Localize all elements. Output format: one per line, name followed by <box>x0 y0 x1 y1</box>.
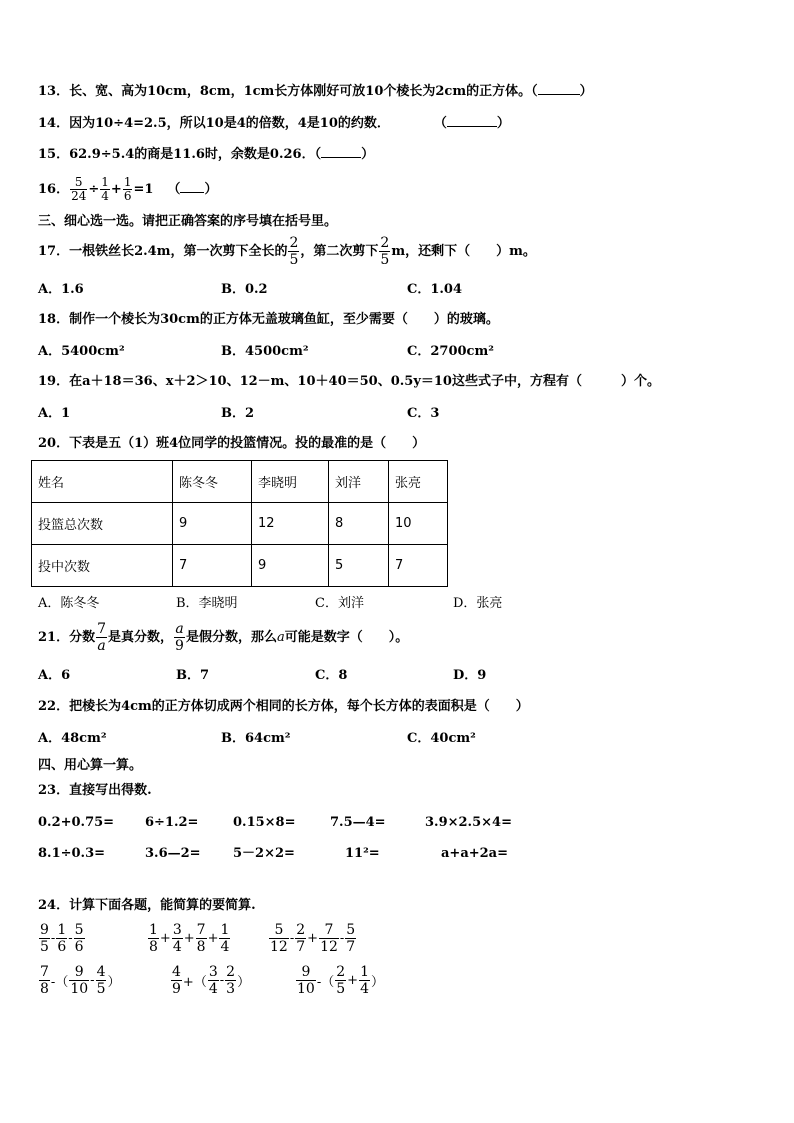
fraction: $\frac{7}{a}$ <box>97 621 107 654</box>
q21-option-d[interactable]: D．9 <box>453 668 487 683</box>
table-cell: 李晓明 <box>252 461 329 503</box>
table-cell: 10 <box>389 503 448 545</box>
question-21: 21．分数 $\frac{7}{a}$ 是真分数， $\frac{a}{9}$ 是假分数，那么a可能是数字（ ）。 <box>38 621 409 654</box>
q15-text: 15．62.9÷5.4的商是11.6时，余数是0.26．（ <box>38 147 322 162</box>
expression-2: $\frac{1}{8}$ + $\frac{3}{4}$ + $\frac{7}{8}$ + $\frac{1}{4}$ <box>149 922 230 955</box>
section-3-heading: 三、细心选一选。请把正确答案的序号填在括号里。 <box>38 214 338 229</box>
q14-text: 14．因为10÷4=2.5，所以10是4的倍数，4是10的约数． <box>38 116 390 131</box>
answer-blank[interactable] <box>538 82 580 95</box>
table-cell: 7 <box>173 545 252 587</box>
table-cell: 9 <box>173 503 252 545</box>
q19-option-a[interactable]: A．1 <box>38 406 71 421</box>
paren-close: ） <box>496 116 510 131</box>
q21-option-b[interactable]: B．7 <box>176 668 210 683</box>
expression-3: $\frac{5}{12}$ - $\frac{2}{7}$ + $\frac{7}{12}$ - $\frac{5}{7}$ <box>270 922 356 955</box>
section-4-heading: 四、用心算一算。 <box>38 758 143 773</box>
question-16: 16． $\frac{5}{24}$ ÷ $\frac{1}{4}$ + $\frac{1}{6}$ =1 （ ） <box>38 175 218 203</box>
q13-text: 13．长、宽、高为10cm，8cm，1cm长方体刚好可放10个棱长为2cm的正方体。（ <box>38 84 538 99</box>
q20-option-b[interactable]: B．李晓明 <box>176 596 238 611</box>
expression-5: $\frac{4}{9}$ +（ $\frac{3}{4}$ - $\frac{2}{3}$ ） <box>172 964 251 997</box>
shooting-table <box>31 460 448 587</box>
question-20: 20．下表是五（1）班4位同学的投篮情况。投的最准的是（ ） <box>38 436 426 451</box>
q17-option-b[interactable]: B．0.2 <box>221 282 268 297</box>
table-cell: 5 <box>329 545 389 587</box>
expression-6: $\frac{9}{10}$ -（ $\frac{2}{5}$ + $\frac{1}{4}$ ） <box>297 964 384 997</box>
q19-option-b[interactable]: B．2 <box>221 406 255 421</box>
paren-close: ） <box>579 84 593 99</box>
calc-item: 3.9×2.5×4= <box>425 815 512 830</box>
fraction: $\frac{2}{5}$ <box>289 235 299 268</box>
question-13 <box>38 82 593 101</box>
table-cell: 陈冬冬 <box>173 461 252 503</box>
table-cell: 姓名 <box>32 461 173 503</box>
question-18: 18．制作一个棱长为30cm的正方体无盖玻璃鱼缸，至少需要（ ）的玻璃。 <box>38 312 499 327</box>
fraction: $\frac{1}{6}$ <box>123 175 132 203</box>
question-24: 24．计算下面各题，能简算的要简算. <box>38 898 256 913</box>
calc-item: 0.15×8= <box>233 815 296 830</box>
answer-blank[interactable] <box>180 180 204 193</box>
fraction: $\frac{5}{24}$ <box>71 175 87 203</box>
table-cell: 8 <box>329 503 389 545</box>
expression-4: $\frac{7}{8}$ -（ $\frac{9}{10}$ - $\frac{4}{5}$ ） <box>40 964 121 997</box>
table-cell: 12 <box>252 503 329 545</box>
table-cell: 9 <box>252 545 329 587</box>
calc-item: a+a+2a= <box>441 846 508 861</box>
calc-item: 11²= <box>345 846 380 861</box>
fraction: $\frac{1}{4}$ <box>101 175 109 203</box>
q17-option-a[interactable]: A．1.6 <box>38 282 84 297</box>
table-cell: 张亮 <box>389 461 448 503</box>
table-cell: 投中次数 <box>32 545 173 587</box>
q21-option-a[interactable]: A．6 <box>38 668 71 683</box>
q20-option-d[interactable]: D．张亮 <box>453 596 503 611</box>
calc-item: 3.6—2= <box>145 846 201 861</box>
calc-item: 6÷1.2= <box>145 815 199 830</box>
q19-option-c[interactable]: C．3 <box>407 406 440 421</box>
calc-item: 8.1÷0.3= <box>38 846 106 861</box>
q22-option-c[interactable]: C．40cm² <box>407 731 476 746</box>
paren-open: （ <box>433 116 447 131</box>
fraction: $\frac{a}{9}$ <box>175 621 184 654</box>
q18-option-c[interactable]: C．2700cm² <box>407 344 494 359</box>
table-row <box>32 461 448 503</box>
answer-blank[interactable] <box>321 145 361 158</box>
table-cell: 7 <box>389 545 448 587</box>
question-15 <box>38 145 374 164</box>
q18-option-a[interactable]: A．5400cm² <box>38 344 125 359</box>
table-row <box>32 503 448 545</box>
expression-1: $\frac{9}{5}$ - $\frac{1}{6}$ - $\frac{5}{6}$ <box>40 922 84 955</box>
fraction: $\frac{2}{5}$ <box>380 235 390 268</box>
answer-blank[interactable] <box>447 114 497 127</box>
question-22: 22．把棱长为4cm的正方体切成两个相同的长方体，每个长方体的表面积是（ ） <box>38 699 529 714</box>
question-14 <box>38 114 510 133</box>
q21-option-c[interactable]: C．8 <box>315 668 348 683</box>
q18-option-b[interactable]: B．4500cm² <box>221 344 309 359</box>
q22-option-b[interactable]: B．64cm² <box>221 731 291 746</box>
table-row <box>32 545 448 587</box>
calc-item: 7.5—4= <box>330 815 386 830</box>
calc-item: 5－2×2= <box>233 846 295 861</box>
q20-option-c[interactable]: C．刘洋 <box>315 596 364 611</box>
question-17: 17．一根铁丝长2.4m，第一次剪下全长的 $\frac{2}{5}$ ，第二次剪下 $\frac{2}{5}$ m，还剩下（ ）m。 <box>38 235 536 268</box>
q16-number: 16． <box>38 182 70 197</box>
paren-close: ） <box>361 147 375 162</box>
q20-option-a[interactable]: A．陈冬冬 <box>38 596 100 611</box>
question-23: 23．直接写出得数. <box>38 783 152 798</box>
q17-option-c[interactable]: C．1.04 <box>407 282 463 297</box>
q22-option-a[interactable]: A．48cm² <box>38 731 107 746</box>
calc-item: 0.2+0.75= <box>38 815 115 830</box>
question-19: 19．在a＋18＝36、x＋2＞10、12－m、10＋40＝50、0.5y＝10这些式子中，方程有（ ）个。 <box>38 374 660 389</box>
table-cell: 刘洋 <box>329 461 389 503</box>
table-cell: 投篮总次数 <box>32 503 173 545</box>
